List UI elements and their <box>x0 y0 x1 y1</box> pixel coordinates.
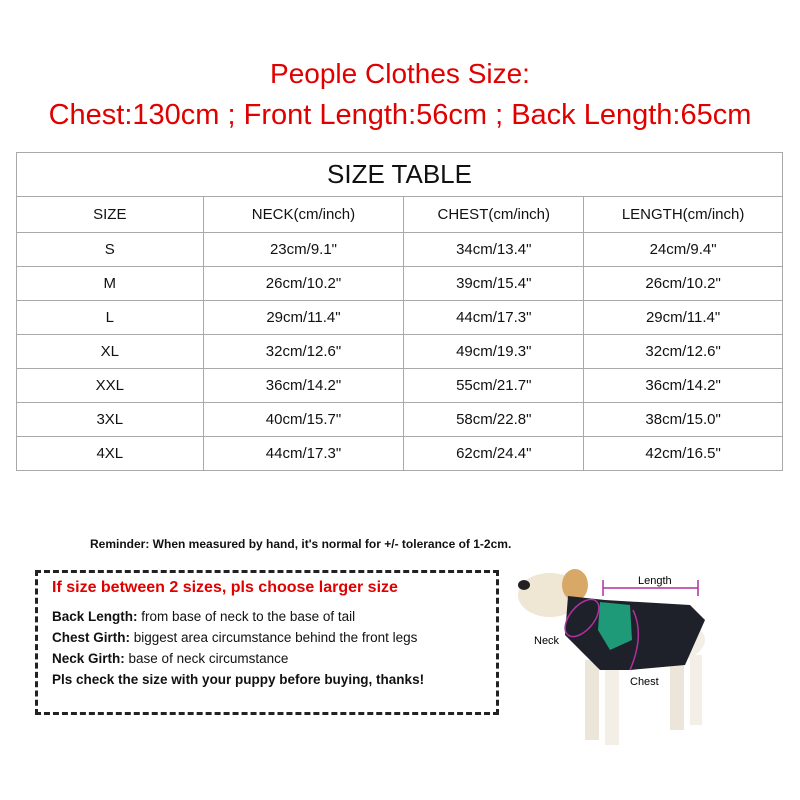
table-row <box>17 335 783 369</box>
size-table <box>16 152 783 471</box>
table-cell: 44cm/17.3" <box>203 437 404 471</box>
note-chest-girth <box>52 627 482 648</box>
note-label: Chest Girth: <box>52 630 131 645</box>
table-cell: 58cm/22.8" <box>404 403 584 437</box>
note-back-length <box>52 606 482 627</box>
table-cell: 38cm/15.0" <box>584 403 783 437</box>
table-row <box>17 233 783 267</box>
table-cell: 39cm/15.4" <box>404 267 584 301</box>
column-header: SIZE <box>17 197 204 233</box>
dog-illustration <box>518 569 705 745</box>
table-cell: 4XL <box>17 437 204 471</box>
note-text: biggest area circumstance behind the front legs <box>130 630 418 645</box>
size-notes-box <box>35 570 499 715</box>
note-label: Neck Girth: <box>52 651 125 666</box>
column-header: LENGTH(cm/inch) <box>584 197 783 233</box>
table-cell: 29cm/11.4" <box>203 301 404 335</box>
note-closing <box>52 669 482 690</box>
length-label: Length <box>638 575 672 587</box>
column-header: CHEST(cm/inch) <box>404 197 584 233</box>
table-cell: 62cm/24.4" <box>404 437 584 471</box>
table-row <box>17 403 783 437</box>
table-cell: 55cm/21.7" <box>404 369 584 403</box>
table-row <box>17 301 783 335</box>
reminder-text: Reminder: When measured by hand, it's normal for +/- tolerance of 1-2cm. <box>90 537 512 551</box>
table-cell: 3XL <box>17 403 204 437</box>
table-cell: M <box>17 267 204 301</box>
table-title: SIZE TABLE <box>17 153 783 197</box>
table-row <box>17 369 783 403</box>
table-cell: 23cm/9.1" <box>203 233 404 267</box>
table-row <box>17 267 783 301</box>
table-cell: 32cm/12.6" <box>203 335 404 369</box>
table-cell: XXL <box>17 369 204 403</box>
table-cell: L <box>17 301 204 335</box>
table-cell: 34cm/13.4" <box>404 233 584 267</box>
closing-text: Pls check the size with your puppy before buying, thanks! <box>52 672 425 687</box>
note-label: Back Length: <box>52 609 138 624</box>
table-cell: 40cm/15.7" <box>203 403 404 437</box>
people-size-measurements: Chest:130cm ; Front Length:56cm ; Back Length:65cm <box>48 99 752 131</box>
table-cell: 32cm/12.6" <box>584 335 783 369</box>
table-cell: 29cm/11.4" <box>584 301 783 335</box>
note-neck-girth <box>52 648 482 669</box>
note-text: base of neck circumstance <box>124 651 289 666</box>
chest-label: Chest <box>630 676 659 688</box>
dog-measurement-diagram <box>510 560 710 760</box>
table-cell: 36cm/14.2" <box>584 369 783 403</box>
table-cell: XL <box>17 335 204 369</box>
table-cell: S <box>17 233 204 267</box>
people-size-heading: People Clothes Size: <box>270 58 530 89</box>
table-cell: 26cm/10.2" <box>584 267 783 301</box>
table-cell: 24cm/9.4" <box>584 233 783 267</box>
table-header <box>17 197 783 233</box>
table-row <box>17 437 783 471</box>
column-header: NECK(cm/inch) <box>203 197 404 233</box>
table-cell: 49cm/19.3" <box>404 335 584 369</box>
note-text: from base of neck to the base of tail <box>137 609 356 624</box>
table-cell: 36cm/14.2" <box>203 369 404 403</box>
neck-label: Neck <box>534 635 560 647</box>
table-cell: 26cm/10.2" <box>203 267 404 301</box>
size-warning: If size between 2 sizes, pls choose larger size <box>52 579 398 596</box>
table-cell: 44cm/17.3" <box>404 301 584 335</box>
table-cell: 42cm/16.5" <box>584 437 783 471</box>
